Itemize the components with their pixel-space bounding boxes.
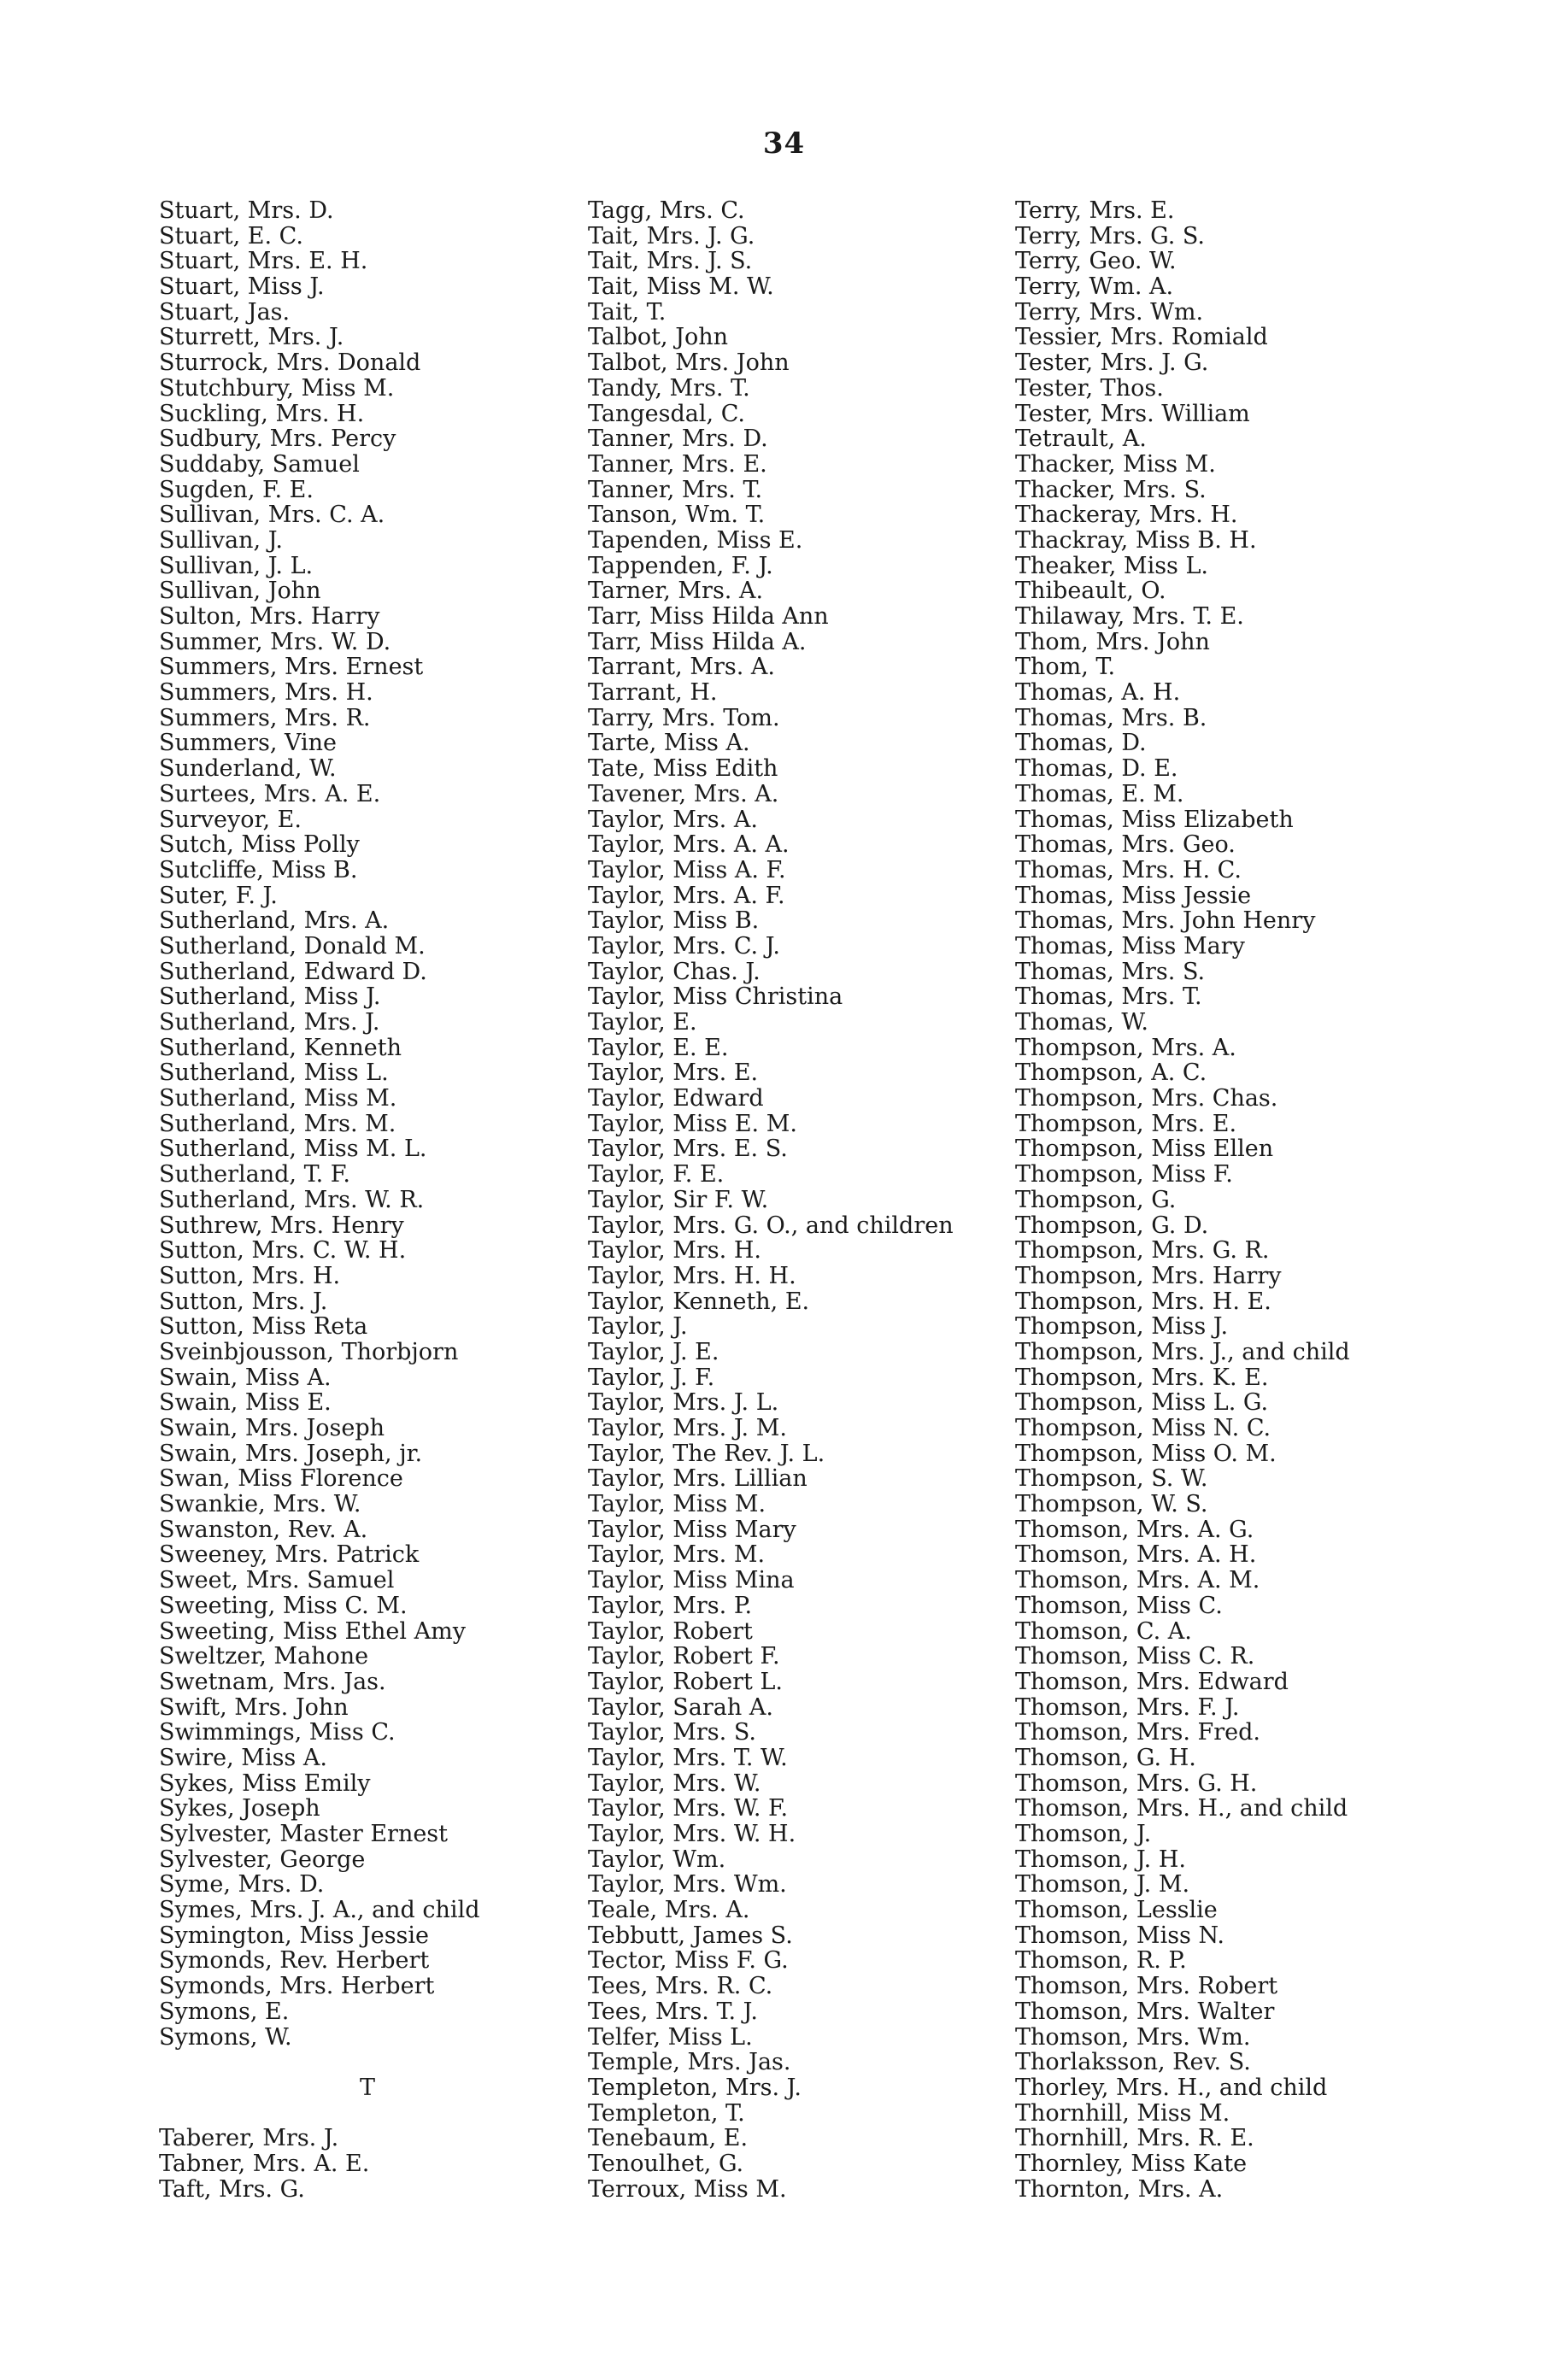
list-item: Thompson, S. W. — [1015, 1465, 1208, 1493]
list-item: Thacker, Mrs. S. — [1015, 476, 1207, 503]
list-item: Taylor, Edward — [588, 1085, 764, 1112]
list-item: Tees, Mrs. R. C. — [588, 1973, 773, 2000]
list-item: Tapenden, Miss E. — [588, 526, 803, 554]
list-item: Tester, Thos. — [1015, 374, 1164, 402]
list-item: Swimmings, Miss C. — [159, 1719, 396, 1746]
list-item: Sutherland, Donald M. — [159, 932, 426, 960]
list-item: Tenoulhet, G. — [588, 2150, 744, 2177]
list-item: Thomas, A. H. — [1015, 679, 1181, 707]
list-item: Thomas, Miss Mary — [1015, 932, 1245, 960]
list-item: Tavener, Mrs. A. — [588, 780, 779, 807]
list-item: Sullivan, John — [159, 578, 321, 605]
list-item: Tarrant, H. — [588, 679, 718, 707]
list-item: Sutton, Mrs. H. — [159, 1262, 341, 1289]
list-item: Taylor, Miss E. M. — [588, 1110, 797, 1137]
list-item: Sullivan, Mrs. C. A. — [159, 502, 385, 529]
list-item: Talbot, John — [588, 324, 729, 351]
list-item: Tait, Mrs. J. G. — [588, 222, 755, 249]
list-item: Sutherland, Miss M. — [159, 1085, 397, 1112]
list-item: Talbot, Mrs. John — [588, 349, 790, 377]
list-item: Thornhill, Mrs. R. E. — [1015, 2125, 1254, 2152]
list-item: Taylor, Mrs. E. — [588, 1059, 759, 1087]
list-item: Sturrock, Mrs. Donald — [159, 349, 421, 377]
list-item: Thomson, Mrs. Wm. — [1015, 2023, 1251, 2051]
list-item: Telfer, Miss L. — [588, 2023, 753, 2051]
list-item: Thomas, Mrs. B. — [1015, 704, 1207, 731]
list-item: Thomson, Miss N. — [1015, 1922, 1224, 1949]
list-item: Taylor, Robert L. — [588, 1668, 783, 1695]
list-item: Taylor, Miss Mary — [588, 1516, 796, 1543]
list-item: Thom, T. — [1015, 654, 1116, 681]
list-item: Tangesdal, C. — [588, 400, 745, 427]
column-1 — [159, 198, 637, 2202]
list-item: Thomson, Miss C. R. — [1015, 1643, 1255, 1670]
list-item: Thompson, Mrs. Chas. — [1015, 1085, 1278, 1112]
list-item: Terry, Geo. W. — [1015, 248, 1177, 275]
list-item: Thompson, Mrs. H. E. — [1015, 1288, 1271, 1315]
list-item: Templeton, T. — [588, 2099, 745, 2127]
list-item: Tait, T. — [588, 298, 667, 326]
list-item: Temple, Mrs. Jas. — [588, 2049, 791, 2076]
list-item: Symons, W. — [159, 2023, 292, 2051]
list-item: Symington, Miss Jessie — [159, 1922, 430, 1949]
list-item: Taylor, Mrs. A. F. — [588, 882, 785, 909]
list-item: Sweeting, Miss Ethel Amy — [159, 1617, 466, 1645]
list-item: Thomas, Miss Jessie — [1015, 882, 1252, 909]
list-item: Tait, Miss M. W. — [588, 273, 774, 301]
list-item: Thomas, Mrs. John Henry — [1015, 907, 1316, 935]
list-item: Summers, Vine — [159, 730, 338, 757]
list-item: Thomas, Mrs. Geo. — [1015, 831, 1236, 859]
list-item: Thompson, Mrs. E. — [1015, 1110, 1237, 1137]
section-spacer — [159, 2101, 637, 2127]
list-item: Sutherland, Mrs. W. R. — [159, 1186, 425, 1213]
list-item: Symes, Mrs. J. A., and child — [159, 1897, 480, 1924]
list-item: Thorley, Mrs. H., and child — [1015, 2074, 1328, 2101]
list-item: Thompson, Miss N. C. — [1015, 1415, 1271, 1441]
list-item: Thompson, Miss J. — [1015, 1313, 1229, 1341]
list-item: Tarry, Mrs. Tom. — [588, 704, 780, 731]
list-item: Teale, Mrs. A. — [588, 1897, 750, 1924]
list-item: Thomson, Mrs. Edward — [1015, 1668, 1289, 1695]
list-item: Suckling, Mrs. H. — [159, 400, 365, 427]
list-item: Tarr, Miss Hilda A. — [588, 628, 807, 655]
list-item: Thomas, Mrs. T. — [1015, 983, 1202, 1011]
list-item: Tate, Miss Edith — [588, 755, 778, 783]
list-item: Sulton, Mrs. Harry — [159, 603, 380, 630]
list-item: Sutton, Miss Reta — [159, 1313, 368, 1341]
list-item: Taylor, Robert — [588, 1617, 753, 1645]
list-item: Terry, Mrs. E. — [1015, 197, 1175, 224]
list-item: Thackray, Miss B. H. — [1015, 526, 1257, 554]
list-item: Taylor, Mrs. W. — [588, 1769, 761, 1797]
list-item: Tebbutt, James S. — [588, 1922, 793, 1949]
list-item: Thompson, Mrs. K. E. — [1015, 1364, 1269, 1391]
list-item: Thompson, Mrs. A. — [1015, 1034, 1236, 1061]
list-item: Suddaby, Samuel — [159, 450, 360, 478]
list-item: Taylor, Mrs. P. — [588, 1592, 753, 1619]
list-item: Taylor, Mrs. A. A. — [588, 831, 790, 859]
list-item: Thackeray, Mrs. H. — [1015, 502, 1238, 529]
list-item: Symons, E. — [159, 1998, 290, 2025]
list-item: Sutherland, Mrs. J. — [159, 1009, 380, 1036]
list-item: Taylor, Mrs. E. S. — [588, 1136, 788, 1163]
list-item: Thomas, D. E. — [1015, 755, 1178, 783]
list-item: Tarrant, Mrs. A. — [588, 654, 775, 681]
list-item: Sullivan, J. — [159, 526, 284, 554]
list-item: Tarner, Mrs. A. — [588, 578, 764, 605]
list-item: Swain, Miss A. — [159, 1364, 332, 1391]
list-item: Sutch, Miss Polly — [159, 831, 360, 859]
list-item: Thomson, G. H. — [1015, 1744, 1196, 1771]
list-item: Tester, Mrs. J. G. — [1015, 349, 1209, 377]
list-item: Swain, Mrs. Joseph — [159, 1415, 385, 1441]
list-item: Taylor, Mrs. M. — [588, 1541, 766, 1569]
list-item: Taft, Mrs. G. — [159, 2175, 305, 2203]
list-item: Sutherland, Mrs. M. — [159, 1110, 396, 1137]
list-item: Taylor, Mrs. H. — [588, 1237, 761, 1265]
list-item: Thomas, E. M. — [1015, 780, 1184, 807]
list-item: Tanner, Mrs. T. — [588, 476, 763, 503]
list-item: Taylor, J. E. — [588, 1338, 719, 1365]
list-item: Tester, Mrs. William — [1015, 400, 1250, 427]
list-item: Thomson, J. — [1015, 1821, 1152, 1847]
list-item: Stuart, Mrs. D. — [159, 197, 334, 224]
list-item: Tanner, Mrs. D. — [588, 425, 768, 453]
list-item: Taylor, J. — [588, 1313, 688, 1341]
list-item: Summer, Mrs. W. D. — [159, 628, 391, 655]
list-item: Taylor, Miss Christina — [588, 983, 843, 1011]
list-item: Taylor, Mrs. W. F. — [588, 1795, 789, 1822]
list-item: Thompson, Mrs. G. R. — [1015, 1237, 1270, 1265]
list-item: Thomas, Miss Elizabeth — [1015, 806, 1294, 833]
list-item: Taberer, Mrs. J. — [159, 2125, 339, 2152]
list-item: Taylor, Mrs. W. H. — [588, 1821, 796, 1847]
list-item: Terry, Mrs. G. S. — [1015, 222, 1205, 249]
list-item: Sutherland, Miss M. L. — [159, 1136, 427, 1163]
list-item: Taylor, Mrs. Wm. — [588, 1871, 787, 1899]
list-item: Sugden, F. E. — [159, 476, 314, 503]
list-item: Tabner, Mrs. A. E. — [159, 2150, 370, 2177]
section-letter: T — [360, 2074, 376, 2101]
list-item: Tait, Mrs. J. S. — [588, 248, 753, 275]
list-item: Taylor, The Rev. J. L. — [588, 1440, 825, 1467]
list-item: Taylor, Miss M. — [588, 1491, 766, 1518]
list-item: Thompson, Miss F. — [1015, 1161, 1233, 1188]
list-item: Thomson, Mrs. F. J. — [1015, 1693, 1240, 1721]
list-item: Thornhill, Miss M. — [1015, 2099, 1230, 2127]
list-item: Thomas, Mrs. H. C. — [1015, 856, 1242, 883]
list-item: Thompson, G. — [1015, 1186, 1177, 1213]
list-item: Taylor, Mrs. S. — [588, 1719, 756, 1746]
list-item: Thomson, Mrs. Robert — [1015, 1973, 1278, 2000]
list-item: Sweeney, Mrs. Patrick — [159, 1541, 420, 1569]
list-item: Terry, Wm. A. — [1015, 273, 1174, 301]
column-3 — [1015, 198, 1494, 2202]
list-item: Taylor, Chas. J. — [588, 958, 761, 985]
list-item: Terroux, Miss M. — [588, 2175, 787, 2203]
list-item: Tanner, Mrs. E. — [588, 450, 767, 478]
list-item: Tarr, Miss Hilda Ann — [588, 603, 829, 630]
list-item: Sunderland, W. — [159, 755, 337, 783]
list-item: Thompson, W. S. — [1015, 1491, 1208, 1518]
list-item: Taylor, Mrs. T. W. — [588, 1744, 788, 1771]
list-item: Sylvester, Master Ernest — [159, 1821, 449, 1847]
list-item: Thomas, Mrs. S. — [1015, 958, 1206, 985]
list-item: Tessier, Mrs. Romiald — [1015, 324, 1268, 351]
list-item: Swankie, Mrs. W. — [159, 1491, 361, 1518]
list-item: Stuart, Miss J. — [159, 273, 325, 301]
list-item: Thilaway, Mrs. T. E. — [1015, 603, 1244, 630]
list-item: Thibeault, O. — [1015, 578, 1166, 605]
list-item: Swire, Miss A. — [159, 1744, 327, 1771]
list-item: Taylor, F. E. — [588, 1161, 725, 1188]
list-item: Sutherland, Mrs. A. — [159, 907, 390, 935]
list-item: Stuart, Mrs. E. H. — [159, 248, 368, 275]
list-item: Taylor, E. — [588, 1009, 697, 1036]
list-item: Symonds, Mrs. Herbert — [159, 1973, 435, 2000]
list-item: Sutherland, T. F. — [159, 1161, 350, 1188]
list-item: Sutton, Mrs. J. — [159, 1288, 328, 1315]
list-item: Swanston, Rev. A. — [159, 1516, 368, 1543]
list-item: Taylor, Mrs. G. O., and children — [588, 1212, 954, 1239]
list-item: Sutton, Mrs. C. W. H. — [159, 1237, 407, 1265]
list-item: Taylor, J. F. — [588, 1364, 715, 1391]
section-spacer — [159, 2050, 637, 2075]
list-item: Thomson, Lesslie — [1015, 1897, 1218, 1924]
list-item: Taylor, Mrs. C. J. — [588, 932, 781, 960]
list-item: Sudbury, Mrs. Percy — [159, 425, 396, 453]
list-item: Taylor, Miss A. F. — [588, 856, 786, 883]
list-item: Tappenden, F. J. — [588, 552, 773, 579]
list-item: Thomas, D. — [1015, 730, 1147, 757]
list-item: Taylor, Sir F. W. — [588, 1186, 769, 1213]
list-item: Stuart, E. C. — [159, 222, 303, 249]
list-item: Thomson, C. A. — [1015, 1617, 1192, 1645]
list-item: Thompson, G. D. — [1015, 1212, 1209, 1239]
list-item: Sutherland, Kenneth — [159, 1034, 402, 1061]
list-item: Thorlaksson, Rev. S. — [1015, 2049, 1251, 2076]
list-item: Swetnam, Mrs. Jas. — [159, 1668, 386, 1695]
list-item: Thomson, Mrs. A. G. — [1015, 1516, 1254, 1543]
list-item: Thomas, W. — [1015, 1009, 1148, 1036]
list-item: Thomson, Miss C. — [1015, 1592, 1223, 1619]
list-item: Tetrault, A. — [1015, 425, 1147, 453]
list-item: Templeton, Mrs. J. — [588, 2074, 802, 2101]
list-item: Sturrett, Mrs. J. — [159, 324, 344, 351]
list-item: Surveyor, E. — [159, 806, 302, 833]
list-item: Thompson, Mrs. J., and child — [1015, 1338, 1350, 1365]
list-item: Thompson, A. C. — [1015, 1059, 1207, 1087]
list-item: Taylor, Miss Mina — [588, 1567, 795, 1594]
list-item: Taylor, E. E. — [588, 1034, 729, 1061]
page-number: 34 — [762, 126, 806, 161]
list-item: Taylor, Mrs. A. — [588, 806, 758, 833]
list-item: Tees, Mrs. T. J. — [588, 1998, 758, 2025]
list-item: Thomson, Mrs. H., and child — [1015, 1795, 1348, 1822]
list-item: Taylor, Mrs. Lillian — [588, 1465, 807, 1493]
list-item: Terry, Mrs. Wm. — [1015, 298, 1204, 326]
list-item: Sutcliffe, Miss B. — [159, 856, 358, 883]
list-item: Thomson, J. H. — [1015, 1846, 1186, 1873]
list-item: Sutherland, Edward D. — [159, 958, 427, 985]
list-item: Thompson, Miss O. M. — [1015, 1440, 1277, 1467]
list-item: Taylor, Mrs. H. H. — [588, 1262, 796, 1289]
list-item: Suthrew, Mrs. Henry — [159, 1212, 404, 1239]
list-item: Summers, Mrs. H. — [159, 679, 373, 707]
list-item: Surtees, Mrs. A. E. — [159, 780, 381, 807]
list-item: Thomson, Mrs. Fred. — [1015, 1719, 1260, 1746]
list-item: Summers, Mrs. R. — [159, 704, 371, 731]
list-item: Taylor, Kenneth, E. — [588, 1288, 810, 1315]
list-item: Suter, F. J. — [159, 882, 278, 909]
list-item: Sweet, Mrs. Samuel — [159, 1567, 395, 1594]
list-item: Tarte, Miss A. — [588, 730, 750, 757]
list-item: Thornton, Mrs. A. — [1015, 2175, 1224, 2203]
list-item: Sweeting, Miss C. M. — [159, 1592, 408, 1619]
list-item: Thornley, Miss Kate — [1015, 2150, 1248, 2177]
list-item: Symonds, Rev. Herbert — [159, 1947, 430, 1975]
list-item: Sweltzer, Mahone — [159, 1643, 369, 1670]
list-item: Taylor, Sarah A. — [588, 1693, 773, 1721]
list-item: Theaker, Miss L. — [1015, 552, 1209, 579]
list-item: Stuart, Jas. — [159, 298, 291, 326]
list-item: Swain, Miss E. — [159, 1389, 332, 1417]
list-item: Taylor, Miss B. — [588, 907, 760, 935]
list-item: Thompson, Miss L. G. — [1015, 1389, 1269, 1417]
list-item: Syme, Mrs. D. — [159, 1871, 325, 1899]
column-2 — [588, 198, 1066, 2202]
list-item: Thomson, Mrs. A. M. — [1015, 1567, 1260, 1594]
list-item: Summers, Mrs. Ernest — [159, 654, 424, 681]
list-item: Swan, Miss Florence — [159, 1465, 403, 1493]
list-item: Sykes, Miss Emily — [159, 1769, 371, 1797]
list-item: Taylor, Robert F. — [588, 1643, 780, 1670]
list-item: Taylor, Mrs. J. M. — [588, 1415, 787, 1441]
list-item: Thompson, Mrs. Harry — [1015, 1262, 1282, 1289]
list-item: Thom, Mrs. John — [1015, 628, 1210, 655]
list-item: Taylor, Mrs. J. L. — [588, 1389, 779, 1417]
list-item: Thomson, Mrs. G. H. — [1015, 1769, 1258, 1797]
list-item: Tagg, Mrs. C. — [588, 197, 745, 224]
list-item: Thomson, Mrs. A. H. — [1015, 1541, 1257, 1569]
list-item: Sveinbjousson, Thorbjorn — [159, 1338, 459, 1365]
list-item: Thomson, R. P. — [1015, 1947, 1187, 1975]
list-item: Sullivan, J. L. — [159, 552, 314, 579]
list-item: Sutherland, Miss L. — [159, 1059, 389, 1087]
list-item: Taylor, Wm. — [588, 1846, 726, 1873]
list-item: Swain, Mrs. Joseph, jr. — [159, 1440, 423, 1467]
list-item: Sylvester, George — [159, 1846, 366, 1873]
list-item: Swift, Mrs. John — [159, 1693, 349, 1721]
list-item: Thompson, Miss Ellen — [1015, 1136, 1274, 1163]
list-item: Tanson, Wm. T. — [588, 502, 766, 529]
list-item: Tector, Miss F. G. — [588, 1947, 789, 1975]
list-item: Sutherland, Miss J. — [159, 983, 381, 1011]
list-item: Tenebaum, E. — [588, 2125, 749, 2152]
list-item: Thacker, Miss M. — [1015, 450, 1216, 478]
list-item: Stutchbury, Miss M. — [159, 374, 395, 402]
list-item: Tandy, Mrs. T. — [588, 374, 750, 402]
list-item: Thomson, Mrs. Walter — [1015, 1998, 1275, 2025]
list-item: Thomson, J. M. — [1015, 1871, 1190, 1899]
list-item: Sykes, Joseph — [159, 1795, 320, 1822]
